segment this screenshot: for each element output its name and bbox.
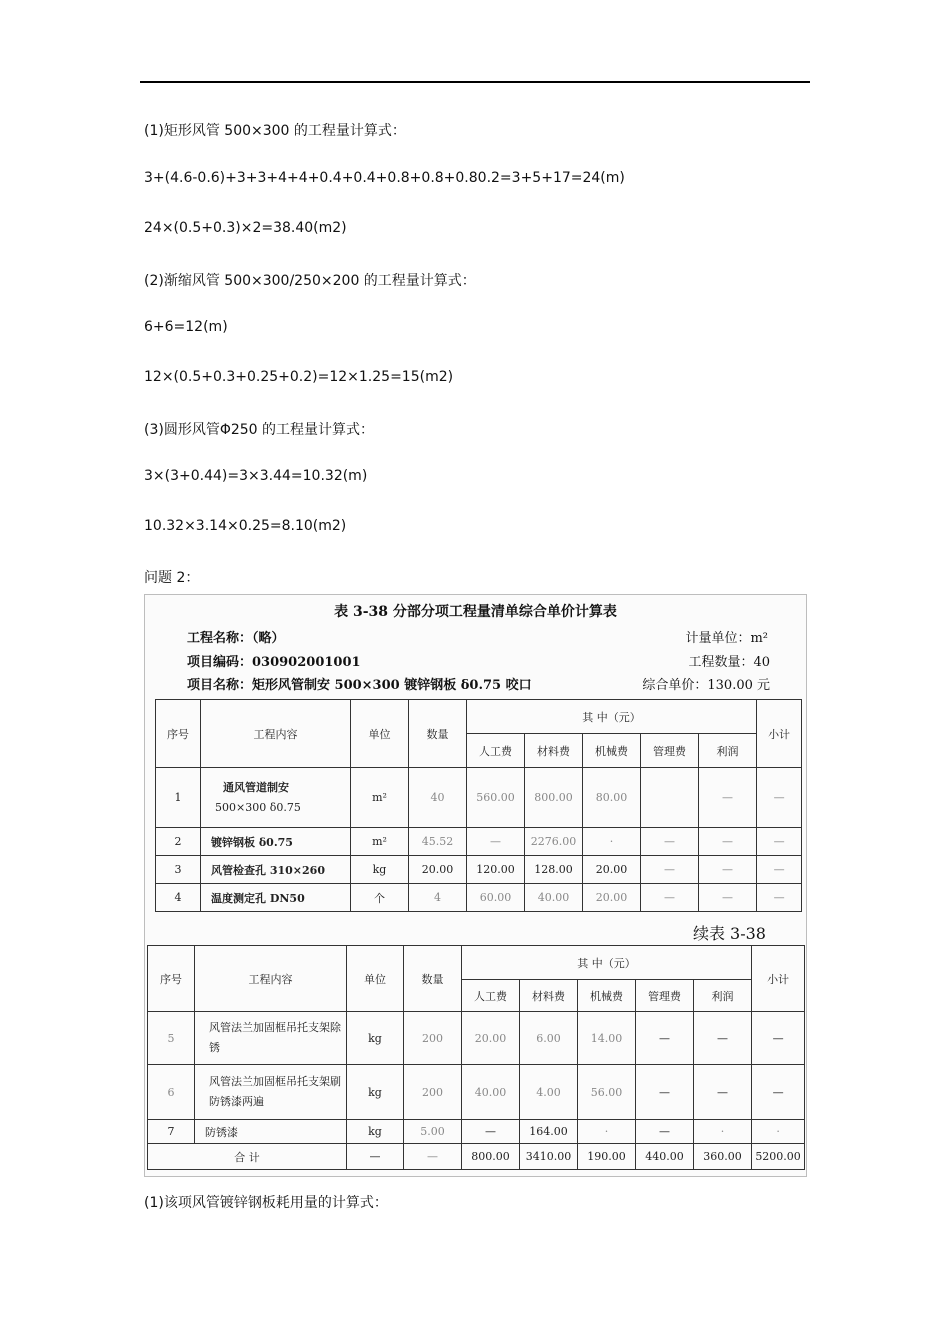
header-profit: 利润 <box>699 734 757 768</box>
cell-machine: 14.00 <box>578 1012 636 1065</box>
cell-mgmt <box>641 768 699 828</box>
cell-no: 7 <box>148 1120 195 1144</box>
cell-labor: 120.00 <box>467 856 525 884</box>
cell-mgmt: — <box>641 856 699 884</box>
table-row <box>156 856 802 884</box>
cell-subtotal: — <box>752 1065 805 1120</box>
cell-qty: 40 <box>409 768 467 828</box>
text-line-3: 24×(0.5+0.3)×2=38.40(m2) <box>144 220 347 236</box>
cell-mgmt: — <box>641 884 699 912</box>
total-qty: — <box>404 1144 462 1170</box>
cell-subtotal: · <box>752 1120 805 1144</box>
header-no: 序号 <box>156 700 201 768</box>
cell-unit: kg <box>347 1065 404 1120</box>
measure-unit: 计量单位：m² <box>685 631 768 646</box>
cell-qty: 20.00 <box>409 856 467 884</box>
table-row <box>148 1065 805 1120</box>
header-profit: 利润 <box>694 980 752 1012</box>
cell-subtotal: — <box>757 768 802 828</box>
cell-no: 5 <box>148 1012 195 1065</box>
cell-qty: 45.52 <box>409 828 467 856</box>
cell-subtotal: — <box>757 884 802 912</box>
cell-qty: 4 <box>409 884 467 912</box>
footer-text-line: (1)该项风管镀锌钢板耗用量的计算式： <box>144 1195 388 1211</box>
cell-unit: kg <box>347 1012 404 1065</box>
cell-machine: 20.00 <box>583 884 641 912</box>
text-line-5: 6+6=12(m) <box>144 319 228 335</box>
cell-subtotal: — <box>757 856 802 884</box>
cell-unit: kg <box>351 856 409 884</box>
cell-mgmt: — <box>636 1012 694 1065</box>
cell-unit: m² <box>351 768 409 828</box>
cell-profit: · <box>694 1120 752 1144</box>
total-labor: 800.00 <box>462 1144 520 1170</box>
cell-machine: 56.00 <box>578 1065 636 1120</box>
header-row <box>148 946 805 980</box>
cell-material: 128.00 <box>525 856 583 884</box>
text-line-6: 12×(0.5+0.3+0.25+0.2)=12×1.25=15(m2) <box>144 369 454 385</box>
total-label: 合 计 <box>148 1144 347 1170</box>
cell-mgmt: — <box>636 1120 694 1144</box>
cell-profit: — <box>694 1065 752 1120</box>
cell-machine: · <box>583 828 641 856</box>
header-machine: 机械费 <box>578 980 636 1012</box>
item-code: 项目编码：030902001001 <box>187 655 361 670</box>
total-mgmt: 440.00 <box>636 1144 694 1170</box>
cell-content: 风管法兰加固框吊托支架刷防锈漆两遍 <box>195 1065 347 1120</box>
text-line-4: (2)渐缩风管 500×300/250×200 的工程量计算式： <box>144 273 476 289</box>
header-labor: 人工费 <box>462 980 520 1012</box>
table-row <box>156 884 802 912</box>
project-name: 工程名称：（略） <box>187 631 285 646</box>
cell-unit: kg <box>347 1120 404 1144</box>
table-row <box>148 1012 805 1065</box>
cell-material: 2276.00 <box>525 828 583 856</box>
total-profit: 360.00 <box>694 1144 752 1170</box>
cell-mgmt: — <box>641 828 699 856</box>
cell-material: 4.00 <box>520 1065 578 1120</box>
total-machine: 190.00 <box>578 1144 636 1170</box>
cell-content-main: 通风管道制安 <box>223 780 289 794</box>
total-unit: — <box>347 1144 404 1170</box>
cell-profit: — <box>699 768 757 828</box>
header-no: 序号 <box>148 946 195 1012</box>
cell-no: 2 <box>156 828 201 856</box>
header-machine: 机械费 <box>583 734 641 768</box>
question-2-label: 问题 2： <box>144 570 200 586</box>
cell-machine: 20.00 <box>583 856 641 884</box>
continued-caption: 续表 3-38 <box>692 924 766 943</box>
cell-profit: — <box>694 1012 752 1065</box>
total-row <box>148 1144 805 1170</box>
cell-unit: m² <box>351 828 409 856</box>
table-caption: 表 3-38 分部分项工程量清单综合单价计算表 <box>334 604 617 620</box>
cell-machine: · <box>578 1120 636 1144</box>
cell-unit: 个 <box>351 884 409 912</box>
header-material: 材料费 <box>525 734 583 768</box>
header-unit: 单位 <box>347 946 404 1012</box>
cell-mgmt: — <box>636 1065 694 1120</box>
text-line-2: 3+(4.6-0.6)+3+3+4+4+0.4+0.4+0.8+0.8+0.80.2=3+5+17=24(m) <box>144 170 625 186</box>
quantity: 工程数量：40 <box>688 655 770 670</box>
cell-labor: — <box>462 1120 520 1144</box>
total-subtotal: 5200.00 <box>752 1144 805 1170</box>
header-mgmt: 管理费 <box>641 734 699 768</box>
header-content: 工程内容 <box>195 946 347 1012</box>
scanned-table-image <box>144 594 807 1177</box>
header-subtotal: 小计 <box>752 946 805 1012</box>
cell-content-spec: 500×300 δ0.75 <box>215 800 301 814</box>
cell-labor: 560.00 <box>467 768 525 828</box>
cell-content: 风管检查孔 310×260 <box>201 856 351 884</box>
header-labor: 人工费 <box>467 734 525 768</box>
cell-profit: — <box>699 856 757 884</box>
cell-labor: 40.00 <box>462 1065 520 1120</box>
cell-profit: — <box>699 828 757 856</box>
header-mgmt: 管理费 <box>636 980 694 1012</box>
cell-profit: — <box>699 884 757 912</box>
cell-content: 镀锌钢板 δ0.75 <box>201 828 351 856</box>
cell-machine: 80.00 <box>583 768 641 828</box>
text-line-7: (3)圆形风管Φ250 的工程量计算式： <box>144 422 375 438</box>
cell-subtotal: — <box>757 828 802 856</box>
cell-content: 防锈漆 <box>195 1120 347 1144</box>
cell-no: 3 <box>156 856 201 884</box>
cost-table-1 <box>155 699 802 912</box>
cell-content: 风管法兰加固框吊托支架除锈 <box>195 1012 347 1065</box>
cell-no: 1 <box>156 768 201 828</box>
cell-no: 6 <box>148 1065 195 1120</box>
text-line-9: 10.32×3.14×0.25=8.10(m2) <box>144 518 347 534</box>
text-line-8: 3×(3+0.44)=3×3.44=10.32(m) <box>144 468 368 484</box>
cell-labor: 20.00 <box>462 1012 520 1065</box>
cell-material: 800.00 <box>525 768 583 828</box>
header-qty: 数量 <box>404 946 462 1012</box>
cell-subtotal: — <box>752 1012 805 1065</box>
header-group: 其 中（元） <box>467 700 757 734</box>
header-material: 材料费 <box>520 980 578 1012</box>
header-rule <box>140 81 810 83</box>
header-unit: 单位 <box>351 700 409 768</box>
cell-content <box>201 768 351 828</box>
cost-table-2 <box>147 945 805 1170</box>
cell-material: 6.00 <box>520 1012 578 1065</box>
cell-no: 4 <box>156 884 201 912</box>
unit-price: 综合单价：130.00 元 <box>642 678 770 693</box>
cell-qty: 200 <box>404 1012 462 1065</box>
header-group: 其 中（元） <box>462 946 752 980</box>
header-row <box>156 700 802 734</box>
cell-qty: 5.00 <box>404 1120 462 1144</box>
item-name: 项目名称：矩形风管制安 500×300 镀锌钢板 δ0.75 咬口 <box>187 678 532 693</box>
header-qty: 数量 <box>409 700 467 768</box>
cell-labor: — <box>467 828 525 856</box>
cell-material: 164.00 <box>520 1120 578 1144</box>
total-material: 3410.00 <box>520 1144 578 1170</box>
table-row <box>148 1120 805 1144</box>
cell-labor: 60.00 <box>467 884 525 912</box>
table-row <box>156 768 802 828</box>
cell-material: 40.00 <box>525 884 583 912</box>
table-row <box>156 828 802 856</box>
text-line-1: (1)矩形风管 500×300 的工程量计算式： <box>144 123 406 139</box>
header-subtotal: 小计 <box>757 700 802 768</box>
cell-content: 温度测定孔 DN50 <box>201 884 351 912</box>
cell-qty: 200 <box>404 1065 462 1120</box>
header-content: 工程内容 <box>201 700 351 768</box>
